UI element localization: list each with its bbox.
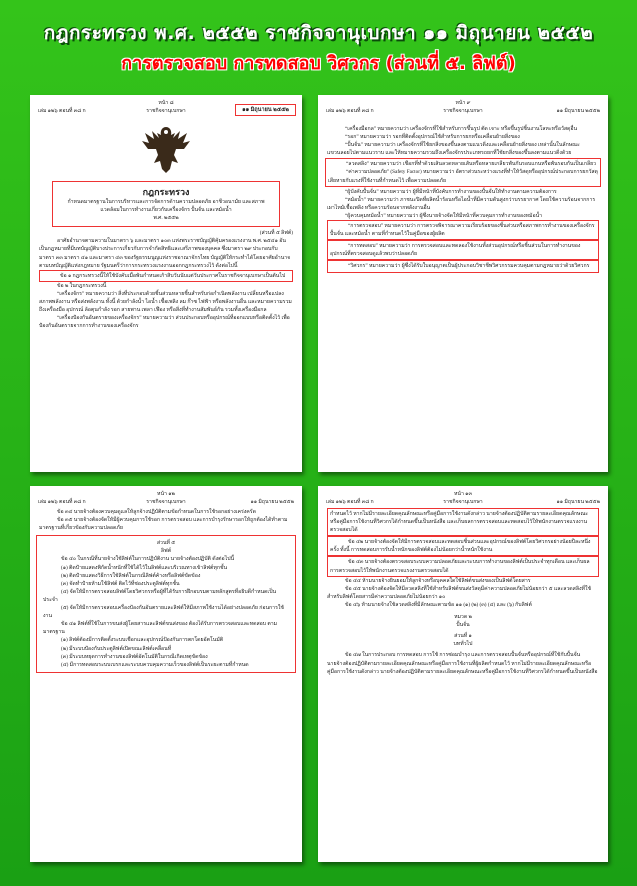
clause-41-3: (๓) มีระบบหยุดการทำงานของลิฟต์อัตโนมัติในกรณีเกิดเหตุขัดข้อง — [61, 653, 208, 660]
definition-crane-operator: “ผู้บังคับปั้นจั่น” หมายความว่า ผู้ที่มีหน้าที่บังคับการทำงานของปั้นจั่นให้ทำงานตามความต้องการ — [345, 188, 557, 195]
clause-41-4: (๔) มีการทดสอบระบบเบรกและระบบควบคุมความเร็วของลิฟต์เป็นระยะตามที่กำหนด — [61, 661, 249, 668]
definition-safety-factor: “ค่าความปลอดภัย” (Safety Factor) หมายความว่า อัตราส่วนระหว่างแรงที่ทำให้วัสดุหรืออุปกรณ์ประกอบการยกวัสดุเสียหายกับแรงที่ใช้งานที่กำหนดไว้ เพื่อความปลอดภัย — [328, 169, 598, 184]
definition-boiler-controller: “ผู้ควบคุมหม้อน้ำ” หมายความว่า ผู้ซึ่งนายจ้างจัดให้มีหน้าที่ควบคุมการทำงานของหม้อน้ำ — [345, 212, 543, 219]
date-label: ๑๑ มิถุนายน ๒๕๕๒ — [250, 499, 294, 505]
preamble: อาศัยอำนาจตามความในมาตรา ๖ และมาตรา ๑๐๓ แห่งพระราชบัญญัติคุ้มครองแรงงาน พ.ศ. ๒๕๔๑ อันเป็นกฎหมายที่มีบทบัญญัติบางประการเกี่ยวกับการจำกัดสิทธิและเสรีภาพของบุคคล ซึ่งมาตรา ๒๙ ประกอบกับมาตรา ๓๓ มาตรา ๔๑ และมาตรา ๔๓ ของรัฐธรรมนูญแห่งราชอาณาจักรไทย บัญญัติให้กระทำได้โดยอาศัยอำนาจตามบทบัญญัติแห่งกฎหมาย รัฐมนตรีว่าการกระทรวงแรงงานออกกฎกระทรวงไว้ ดังต่อไปนี้ — [39, 238, 291, 269]
volume-label: เล่ม ๑๒๖ ตอนที่ ๓๘ ก — [326, 108, 374, 114]
definition-boiler: “หม้อน้ำ” หมายความว่า ภาชนะปิดที่ผลิตน้ำร้อนหรือไอน้ำที่มีความดันสูงกว่าบรรยากาศ โดยใช้ความร้อนจากการเผาไหม้เชื้อเพลิง หรือความร้อนจากพลังงานอื่น — [327, 196, 596, 211]
date-label: ๑๑ มิถุนายน ๒๕๕๒ — [556, 499, 600, 505]
clause-40-4: (๔) จัดให้มีการตรวจสอบลิฟต์โดยวิศวกรหรือผู้ที่ได้รับการฝึกอบรมตามหลักสูตรที่อธิบดีกำหนดเป็นประจำ — [43, 588, 277, 603]
chapter-title: ปั้นจั่น — [456, 622, 470, 629]
page-header — [318, 486, 608, 508]
gazette-label: ราชกิจจานุเบกษา — [146, 499, 186, 505]
page-header — [318, 95, 608, 117]
page-header — [30, 486, 302, 508]
section-5-lift-box — [36, 535, 296, 673]
garuda-emblem-icon — [140, 123, 192, 177]
definition-testing: “การทดสอบ” หมายความว่า การตรวจสอบและทดลองใช้งานทั้งส่วนอุปกรณ์หรือชิ้นส่วนในการทำงานของอุปกรณ์ที่ตรวจสอบดูแล้วพบว่าปลอดภัย — [327, 240, 599, 260]
volume-label: เล่ม ๑๒๖ ตอนที่ ๓๘ ก — [326, 499, 374, 505]
clause-41-continued: กำหนดไว้ หากไม่มีรายละเอียดคุณลักษณะหรือคู่มือการใช้งานดังกล่าว นายจ้างต้องปฏิบัติตามรายละเอียดคุณลักษณะหรือคู่มือการใช้งานที่วิศวกรได้กำหนดขึ้นเป็นหนังสือ และเก็บผลการตรวจสอบและทดสอบไว้ให้พนักงานตรวจแรงงานตรวจสอบได้ — [327, 508, 599, 536]
clause-41: ข้อ ๔๑ ลิฟต์ที่ใช้ในการขนส่งผู้โดยสารและลิฟต์ขนส่งของ ต้องได้รับการตรวจสอบและทดสอบ ตามมาตรฐาน — [43, 621, 278, 636]
clause-1: ข้อ ๑ กฎกระทรวงนี้ให้ใช้บังคับเมื่อพ้นกำหนดเก้าสิบวันนับแต่วันประกาศในราชกิจจานุเบกษาเป็นต้นไป — [39, 270, 293, 282]
clause-40-2: (๒) ติดป้ายแสดงวิธีการใช้ลิฟต์ในกรณีลิฟต์ค้างหรือลิฟต์ขัดข้อง — [61, 572, 201, 579]
document-page-13 — [318, 486, 608, 862]
part-title: บททั่วไป — [453, 641, 473, 648]
gazette-label: ราชกิจจานุเบกษา — [443, 499, 483, 505]
clause-40-5: (๕) จัดให้มีการตรวจสอบเครื่องป้องกันอันตรายและลิฟต์ให้มีสภาพใช้งานได้อย่างปลอดภัย ก่อนการใช้งาน — [43, 605, 284, 620]
gazette-label: ราชกิจจานุเบกษา — [146, 108, 186, 114]
clause-42: ข้อ ๔๒ นายจ้างต้องจัดให้มีการตรวจสอบและทดสอบชิ้นส่วนและอุปกรณ์ของลิฟต์โดยวิศวกรอย่างน้อยปีละหนึ่งครั้ง ทั้งนี้ การทดสอบการรับน้ำหนักของลิฟต์ต้องไม่น้อยกว่าน้ำหนักใช้งาน — [327, 536, 599, 556]
definition-guard: “เครื่องป้องกันอันตรายของเครื่องจักร” หมายความว่า ส่วนประกอบหรืออุปกรณ์ที่ออกแบบหรือติดตั้งไว้ เพื่อป้องกันอันตรายจากการทำงานของเครื่องจักร — [39, 315, 290, 330]
definition-crane: “ปั้นจั่น” หมายความว่า เครื่องจักรที่ใช้ยกสิ่งของขึ้นลงตามแนวดิ่งและเคลื่อนย้ายสิ่งของ เหล่านั้นในลักษณะแขวนลอยไปตามแนวราบ และให้หมายความรวมถึงเครื่องจักรประเภทรถยกที่ใช้ยกสิ่งของขึ้นลงตามแนวดิ่งด้วย — [327, 142, 580, 157]
section-title: ลิฟต์ — [160, 548, 172, 555]
clause-40-1: (๑) ติดป้ายแสดงพิกัดน้ำหนักที่ใช้ได้ไว้ในลิฟต์และบริเวณทางเข้าลิฟต์ทุกชั้น — [61, 564, 228, 571]
gazette-label: ราชกิจจานุเบกษา — [443, 108, 483, 114]
document-subject: กำหนดมาตรฐานในการบริหารและการจัดการด้านความปลอดภัย อาชีวอนามัย และสภาพแวดล้อมในการทำงานเกี่ยวกับเครื่องจักร ปั้นจั่น และหม้อน้ำ — [67, 199, 265, 214]
definition-inspection: “การตรวจสอบ” หมายความว่า การตรวจพิจารณาความเรียบร้อยของชิ้นส่วนหรือสภาพการทำงานของเครื่องจักร ปั้นจั่น และหม้อน้ำ ตามที่กำหนดไว้ในคู่มือของผู้ผลิต — [327, 220, 599, 240]
document-title: กฎกระทรวง — [142, 187, 190, 197]
part-number: ส่วนที่ ๑ — [454, 633, 472, 640]
volume-label: เล่ม ๑๒๖ ตอนที่ ๓๘ ก — [38, 499, 86, 505]
part-note: (ส่วนที่ ๕ ลิฟต์) — [259, 230, 293, 237]
clause-34: ข้อ ๓๔ นายจ้างต้องควบคุมดูแลให้ลูกจ้างปฏิบัติตามข้อกำหนดในการใช้รอกอย่างเคร่งครัด — [57, 509, 256, 515]
clause-44: ข้อ ๔๔ ห้ามนายจ้างยินยอมให้ลูกจ้างหรือบุคคลใดใช้ลิฟต์ขนส่งของเป็นลิฟต์โดยสาร — [345, 577, 531, 584]
header-subtitle: การตรวจสอบ การทดสอบ วิศวกร (ส่วนที่ ๕. ลิฟต์) — [121, 53, 516, 74]
document-page-8 — [30, 95, 302, 472]
title-box — [52, 181, 280, 227]
clause-40-3: (๓) จัดทำป้ายห้ามใช้ลิฟต์ ติดไว้ที่ช่องประตูลิฟต์ทุกชั้น — [61, 580, 180, 587]
date-highlight: ๑๑ มิถุนายน ๒๕๕๒ — [235, 104, 296, 116]
highlight-box-wire-rope — [325, 158, 601, 186]
definition-wire-rope: “ลวดสลิง” หมายความว่า เชือกที่ทำด้วยเส้นลวดหลายเส้นหรือหลายเกลียวพันกันรอบแกนหรือพันรอบกันเป็นเกลียว — [346, 161, 597, 168]
definition-machine-tool: “เครื่องมือกล” หมายความว่า เครื่องจักรที่ใช้สำหรับการขึ้นรูป ตัด เจาะ หรือขึ้นรูปชิ้นงานโลหะหรือวัสดุอื่น — [345, 126, 578, 132]
clause-41-2: (๒) มีระบบป้องกันประตูลิฟต์เปิดขณะลิฟต์เคลื่อนที่ — [61, 645, 172, 652]
volume-label: เล่ม ๑๒๖ ตอนที่ ๓๘ ก — [38, 108, 86, 114]
clause-35: ข้อ ๓๕ นายจ้างต้องจัดให้มีผู้ควบคุมการใช้รอก การตรวจสอบ และการบำรุงรักษารอกให้ถูกต้องได้ทำตามมาตรฐานที่เกี่ยวข้องกับความปลอดภัย — [39, 517, 288, 532]
page-number: หน้า ๘ — [158, 100, 174, 106]
clause-46: ข้อ ๔๖ ห้ามนายจ้างใช้ลวดสลิงที่มีลักษณะตามข้อ ๑๑ (๑) (๒) (๓) (๔) และ (๖) กับลิฟต์ — [345, 601, 532, 608]
page-number: หน้า ๙ — [455, 100, 471, 106]
definition-machine: “เครื่องจักร” หมายความว่า สิ่งที่ประกอบด้วยชิ้นส่วนหลายชิ้นสำหรับก่อกำเนิดพลังงาน เปลี่ยนหรือแปลงสภาพพลังงาน หรือส่งพลังงาน ทั้งนี้ ด้วยกำลังน้ำ ไอน้ำ เชื้อเพลิง ลม ก๊าซ ไฟฟ้า หรือพลังงานอื่น และหมายความรวมถึงเครื่องมือ อุปกรณ์ ล้อตุนกำลัง รอก สายพาน เพลา เฟือง หรือสิ่งที่ทำงานสัมพันธ์กัน รวมทั้งเครื่องมือกล — [39, 290, 292, 314]
clause-41-1: (๑) ลิฟต์ต้องมีการติดตั้งระบบเชือกและอุปกรณ์ป้องกันการตกโดยอัตโนมัติ — [61, 637, 224, 644]
definition-hoist: “รอก” หมายความว่า รอกที่ติดตั้งอุปกรณ์ใช้สำหรับการยกหรือเคลื่อนย้ายสิ่งของ — [345, 134, 520, 141]
section-number: ส่วนที่ ๕ — [156, 540, 176, 547]
clause-45: ข้อ ๔๕ นายจ้างต้องจัดให้มีลวดสลิงที่ใช้สำหรับลิฟต์ขนส่งวัสดุมีค่าความปลอดภัยไม่น้อยกว่า ๕ และลวดสลิงที่ใช้สำหรับลิฟต์โดยสารมีค่าความปลอดภัยไม่น้อยกว่า ๑๐ — [327, 585, 592, 600]
date-label: ๑๑ มิถุนายน ๒๕๕๒ — [556, 108, 600, 114]
definition-engineer: “วิศวกร” หมายความว่า ผู้ซึ่งได้รับใบอนุญาตเป็นผู้ประกอบวิชาชีพวิศวกรรมควบคุมตามกฎหมายว่าด้วยวิศวกร — [327, 260, 599, 272]
clause-43: ข้อ ๔๓ นายจ้างต้องตรวจสอบระบบความปลอดภัยและระบบการทำงานของลิฟต์เป็นประจำทุกเดือน และเก็บผลการตรวจสอบไว้ให้พนักงานตรวจแรงงานตรวจสอบได้ — [327, 556, 599, 576]
clause-40: ข้อ ๔๐ ในกรณีที่นายจ้างใช้ลิฟต์ในการปฏิบัติงาน นายจ้างต้องปฏิบัติ ดังต่อไปนี้ — [61, 556, 235, 563]
document-page-12 — [30, 486, 302, 862]
document-page-9 — [318, 95, 608, 472]
page-number: หน้า ๑๒ — [157, 491, 175, 497]
document-year: พ.ศ. ๒๕๕๒ — [153, 215, 179, 222]
page-header — [30, 95, 302, 117]
header-title: กฎกระทรวง พ.ศ. ๒๕๕๒ ราชกิจจานุเบกษา ๑๑ มิถุนายน ๒๕๕๒ — [43, 22, 594, 44]
clause-47: ข้อ ๔๗ ในการประกอบ การทดสอบ การใช้ การซ่อมบำรุง และการตรวจสอบปั้นจั่นหรืออุปกรณ์ที่ใช้กับปั้นจั่น นายจ้างต้องปฏิบัติตามรายละเอียดคุณลักษณะหรือคู่มือการใช้งานที่ผู้ผลิตกำหนดไว้ หากไม่มีรายละเอียดคุณลักษณะหรือคู่มือการใช้งานดังกล่าว นายจ้างต้องปฏิบัติตามรายละเอียดคุณลักษณะหรือคู่มือการใช้งานที่วิศวกรได้กำหนดขึ้นเป็นหนังสือ — [327, 652, 598, 675]
page-number: หน้า ๑๓ — [453, 491, 472, 497]
chapter-number: หมวด ๒ — [454, 614, 472, 621]
clause-2: ข้อ ๒ ในกฎกระทรวงนี้ — [57, 282, 107, 289]
